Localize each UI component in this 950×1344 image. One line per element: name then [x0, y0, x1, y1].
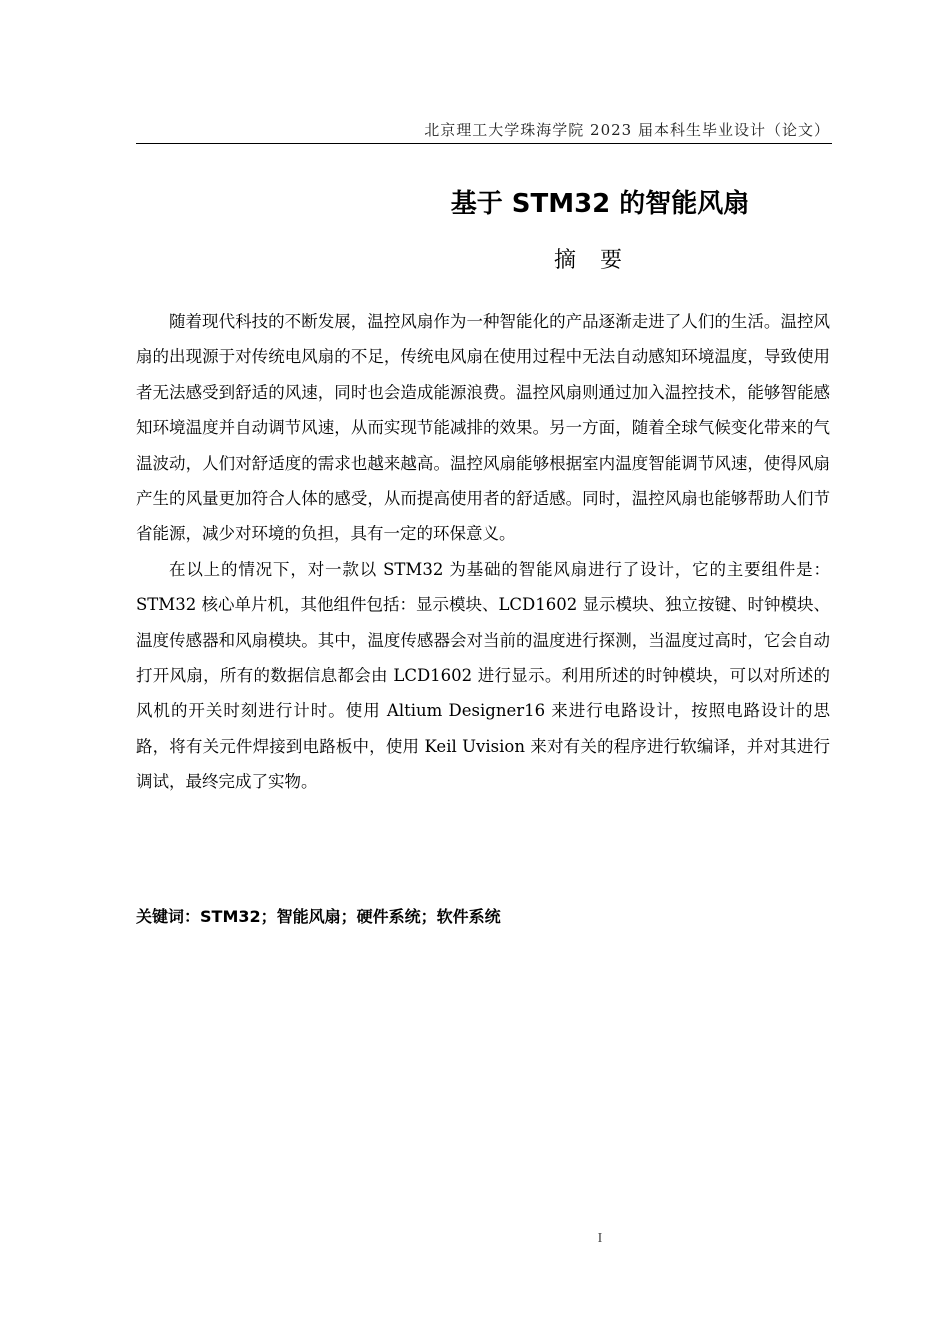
header-divider	[136, 143, 832, 144]
abstract-heading: 摘要	[553, 248, 646, 273]
page-number: I	[597, 1231, 603, 1246]
keywords-line: 关键词：STM32；智能风扇；硬件系统；软件系统	[136, 907, 501, 926]
abstract-paragraph: 在以上的情况下，对一款以 STM32 为基础的智能风扇进行了设计，它的主要组件是：STM32 核心单片机，其他组件包括：显示模块、LCD1602 显示模块、独立按键、时钟模块、温度传感器和风扇模块。其中，温度传感器会对当前的温度进行探测，当温度过高时，它会自动打开风扇，所有的数据信息都会由 LCD1602 进行显示。利用所述的时钟模块，可以对所述的风机的开关时刻进行计时。使用 Altium Designer16 来进行电路设计，按照电路设计的思路，将有关元件焊接到电路板中，使用 Keil Uvision 来对有关的程序进行软编译，并对其进行调试，最终完成了实物。	[136, 559, 830, 792]
abstract-paragraph: 随着现代科技的不断发展，温控风扇作为一种智能化的产品逐渐走进了人们的生活。温控风扇的出现源于对传统电风扇的不足，传统电风扇在使用过程中无法自动感知环境温度，导致使用者无法感受到舒适的风速，同时也会造成能源浪费。温控风扇则通过加入温控技术，能够智能感知环境温度并自动调节风速，从而实现节能减排的效果。另一方面，随着全球气候变化带来的气温波动，人们对舒适度的需求也越来越高。温控风扇能够根据室内温度智能调节风速，使得风扇产生的风量更加符合人体的感受，从而提高使用者的舒适感。同时，温控风扇也能够帮助人们节省能源，减少对环境的负担，具有一定的环保意义。	[136, 312, 830, 544]
thesis-title: 基于 STM32 的智能风扇	[450, 189, 750, 219]
running-header: 北京理工大学珠海学院 2023 届本科生毕业设计（论文）	[424, 121, 830, 139]
abstract-body	[136, 304, 830, 800]
